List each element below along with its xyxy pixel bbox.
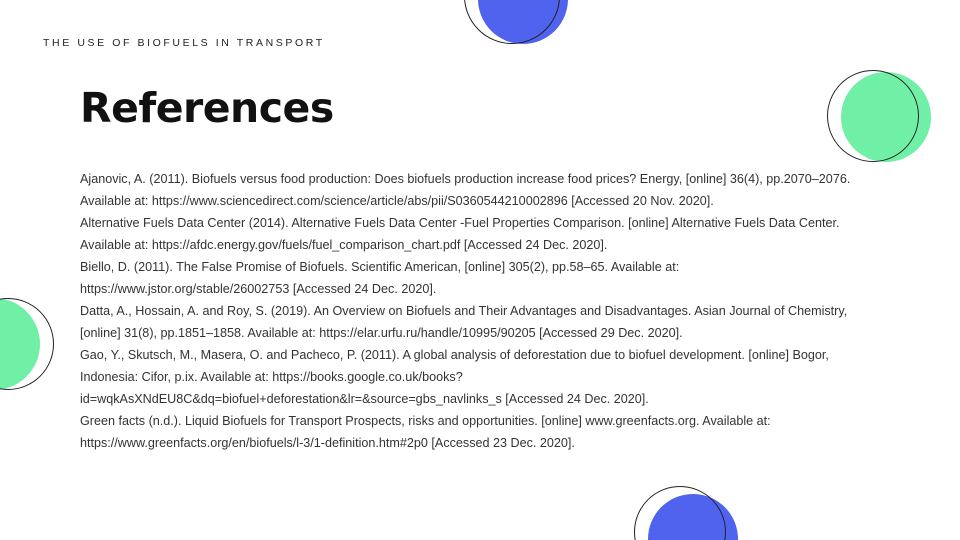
reference-item: Alternative Fuels Data Center (2014). Alternative Fuels Data Center -Fuel Properties Comparison. [online] Alternative Fuels Data Center. Available at: https://afdc.energy.gov/fuels/fuel_comparison_chart.pdf [Accessed 24 Dec. 2020]. <box>80 216 840 252</box>
page-title: References <box>80 84 334 132</box>
right-ring-circle <box>827 70 919 162</box>
reference-item: Green facts (n.d.). Liquid Biofuels for Transport Prospects, risks and opportunities. [online] www.greenfacts.org. Available at: https://www.greenfacts.org/en/biofuels/l-3/1-definition.htm#2p0 [Accessed 23 Dec. 2020]. <box>80 414 771 450</box>
left-ring-circle <box>0 298 54 390</box>
reference-item: Biello, D. (2011). The False Promise of Biofuels. Scientific American, [online] 305(2), pp.58–65. Available at: https://www.jstor.org/stable/26002753 [Accessed 24 Dec. 2020]. <box>80 260 680 296</box>
reference-item: Gao, Y., Skutsch, M., Masera, O. and Pacheco, P. (2011). A global analysis of deforestation due to biofuel development. [online] Bogor, Indonesia: Cifor, p.ix. Available at: https://books.google.co.uk/books?id=wqkAsXNdEU8C&dq=biofuel+deforestation&lr=&source=gbs_navlinks_s [Accessed 24 Dec. 2020]. <box>80 348 829 406</box>
reference-item: Datta, A., Hossain, A. and Roy, S. (2019). An Overview on Biofuels and Their Advantages and Disadvantages. Asian Journal of Chemistry, [online] 31(8), pp.1851–1858. Available at: https://elar.urfu.ru/handle/10995/90205 [Accessed 29 Dec. 2020]. <box>80 304 848 340</box>
reference-item: Ajanovic, A. (2011). Biofuels versus food production: Does biofuels production increase food prices? Energy, [online] 36(4), pp.2070–2076. Available at: https://www.sciencedirect.com/science/article/abs/pii/S0360544210002896 [Accessed 20 Nov. 2020]. <box>80 172 851 208</box>
presentation-subtitle: THE USE OF BIOFUELS IN TRANSPORT <box>43 37 325 49</box>
reference-list <box>80 168 880 454</box>
bottom-ring-circle <box>634 486 726 540</box>
